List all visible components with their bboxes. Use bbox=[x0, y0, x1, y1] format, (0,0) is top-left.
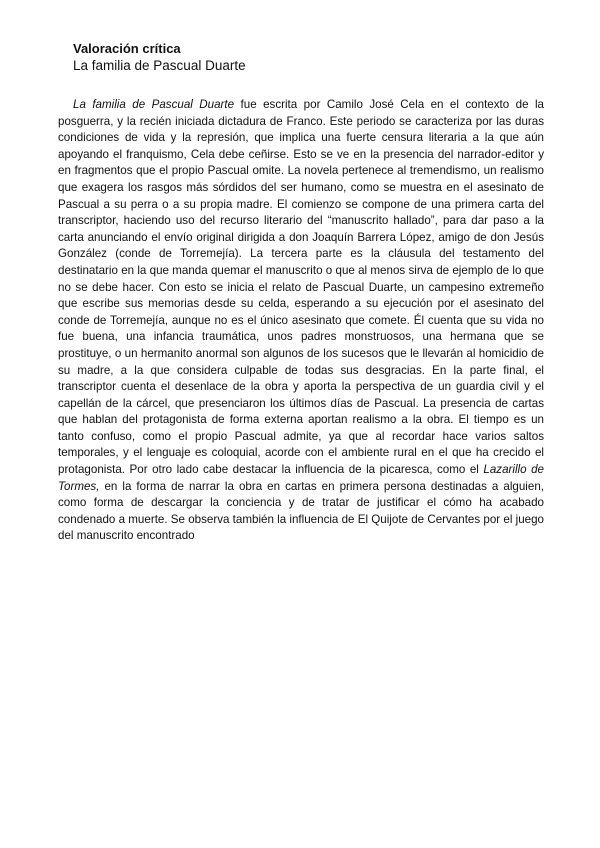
body-paragraph bbox=[58, 97, 544, 545]
document-title: Valoración crítica bbox=[73, 41, 181, 56]
paragraph-text-part-1: fue escrita por Camilo José Cela en el contexto de la posguerra, y la recién iniciada dictadura de Franco. Este periodo se caracteriza por las duras condiciones de vida y la represión, que implica una fuerte censura literaria a la que aún apoyando el franquismo, Cela debe ceñirse. Esto se ve en la presencia del narrador-editor y en fragmentos que el propio Pascual omite. La novela pertenece al tremendismo, un realismo que exagera los rasgos más sórdidos del ser humano, como se muestra en el asesinato de Pascual a su perra o a su propia madre. El comienzo se compone de una primera carta del transcriptor, haciendo uso del recurso literario del “manuscrito hallado”, para dar paso a la carta anunciando el envío original dirigida a don Joaquín Barrera López, amigo de don Jesús González (conde de Torremejía). La tercera parte es la cláusula del testamento del destinatario en la que manda quemar el manuscrito o que al menos sirva de ejemplo de lo que no se debe hacer. Con esto se inicia el relato de Pascual Duarte, un campesino extremeño que escribe sus memorias desde su celda, esperando a su ejecución por el asesinato del conde de Torremejía, aunque no es el único asesinato que comete. Él cuenta que su vida no fue buena, una infancia traumática, unos padres monstruosos, una hermana que se prostituye, o un hermanito anormal son algunos de los sucesos que le llevarán al homicidio de su madre, a la que considera culpable de todas sus desgracias. En la parte final, el transcriptor cuenta el desenlace de la obra y aporta la perspectiva de un guardia civil y el capellán de la cárcel, que presenciaron los últimos días de Pascual. La presencia de cartas que hablan del protagonista de forma externa aportan realismo a la obra. El tiempo es un tanto confuso, como el propio Pascual admite, ya que al recordar hace varios saltos temporales, y el lenguaje es coloquial, acorde con el ambiente rural en el que ha crecido el protagonista. Por otro lado cabe destacar la influencia de la picaresca, como el bbox=[58, 98, 544, 477]
document-heading bbox=[73, 40, 543, 75]
paragraph-text-part-2: en la forma de narrar la obra en cartas en primera persona destinadas a alguien, como forma de descargar la conciencia y de tratar de justificar el cómo ha acabado condenado a muerte. Se observa también la influencia de El Quijote de Cervantes por el juego del manuscrito encontrado bbox=[58, 479, 544, 543]
lazarillo-title-italic: Lazarillo de Tormes, bbox=[58, 463, 544, 493]
book-title-italic: La familia de Pascual Duarte bbox=[73, 98, 235, 111]
document-subtitle: La familia de Pascual Duarte bbox=[73, 58, 246, 73]
